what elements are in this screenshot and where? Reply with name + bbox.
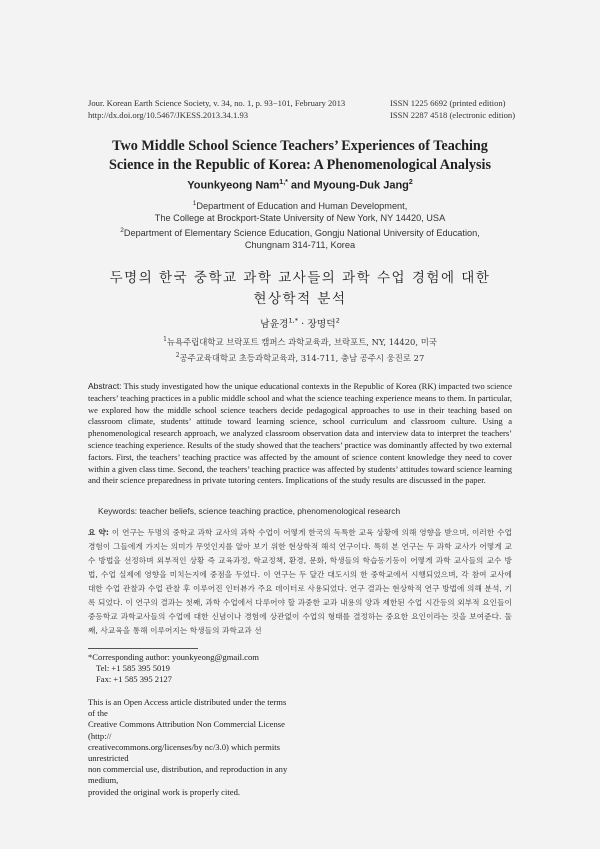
affiliation-marker: 1: [163, 336, 167, 343]
paper-title-line-2: Science in the Republic of Korea: A Phenomenological Analysis: [108, 157, 491, 173]
corresponding-author-fax: Fax: +1 585 395 2127: [96, 674, 172, 684]
korean-title-line-1: 두명의 한국 중학교 과학 교사들의 과학 수업 경험에 대한: [109, 270, 491, 286]
keywords-label: Keywords:: [98, 506, 138, 516]
license-line: non commercial use, distribution, and reproduction in any medium,: [88, 764, 288, 786]
author-1-marker: 1,*: [279, 179, 288, 186]
affiliation-text: 뉴욕주립대학교 브락포트 캠퍼스 과학교육과, 브락포트, NY, 14420, 미국: [166, 336, 437, 347]
abstract-label: Abstract:: [88, 381, 122, 391]
korean-affiliation-list: [40, 333, 560, 365]
korean-author-list: [40, 316, 560, 330]
author-list: [40, 179, 560, 192]
affiliation-text: Department of Elementary Science Education, Gongju National University of Education,: [123, 227, 480, 238]
keywords-text: teacher beliefs, science teaching practice, phenomenological research: [139, 506, 401, 516]
affiliation-marker: 2: [120, 226, 124, 234]
author-2: Myoung-Duk Jang: [313, 179, 409, 192]
affiliation-marker: 2: [175, 351, 180, 359]
affiliation-text: 공주교육대학교 초등과학교육과, 314-711, 충남 공주시 웅진로 27: [179, 352, 425, 363]
affiliation-marker: 1: [192, 200, 197, 207]
paper-title: [40, 137, 560, 175]
paper-title-line-1: Two Middle School Science Teachers’ Experiences of Teaching: [112, 138, 488, 154]
journal-header-right: [390, 97, 515, 121]
affiliation-line: [40, 225, 560, 239]
license-line: Creative Commons Attribution Non Commercial License (http://: [88, 719, 285, 741]
license-line: This is an Open Access article distributed under the terms of the: [88, 697, 287, 719]
author-1: Younkyeong Nam: [187, 179, 280, 192]
author-conjunction: and: [290, 179, 311, 192]
author-2-marker: 2: [408, 179, 413, 186]
open-access-license: [88, 697, 288, 798]
korean-author-1-marker: 1,*: [288, 316, 298, 325]
affiliation-text: The College at Brockport-State University of New York, NY 14420, USA: [154, 213, 446, 224]
corresponding-author-email: *Corresponding author: younkyeong@gmail.com: [88, 652, 259, 662]
journal-header-left: [88, 97, 345, 121]
keywords: [98, 506, 518, 516]
corresponding-author-tel: Tel: +1 585 395 5019: [96, 663, 170, 673]
corresponding-author-footnote: [88, 652, 259, 685]
footnote-divider: [88, 648, 198, 649]
abstract-text: This study investigated how the unique educational contexts in the Republic of Korea (RK) impacted two science teachers’ teaching practices in a public middle school and what the science teaching experience means to them. In particular, we explored how the middle school science teachers decide pedagogical approaches to use in their teaching based on classroom climate, students’ attitude toward learning science, school curriculum and classroom culture. Using a phenomenological research approach, we analyzed classroom observation data and interview data to interpret the teachers’ science teaching experience. Results of the study showed that the teachers’ practice was dominantly affected by two external factors. First, the teachers’ teaching practice was affected by the amount of science content knowledge they need to cover within a given class time. Second, the teachers’ teaching practice was affected by students’ attitudes toward science learning and their science preparedness in private tutoring centers. Implications of the study results are discussed in the paper.: [88, 381, 512, 486]
korean-abstract-label: 요 약:: [88, 528, 110, 537]
korean-abstract: [88, 526, 512, 638]
license-line: provided the original work is properly cited.: [88, 786, 241, 797]
affiliation-line: [40, 198, 560, 212]
korean-title-line-2: 현상학적 분석: [253, 291, 347, 307]
korean-abstract-text: 이 연구는 두명의 중학교 과학 교사의 과학 수업이 어떻게 한국의 독특한 교육 상황에 의해 영향을 받으며, 이러한 수업 경험이 그들에게 가지는 의미가 무엇인지를 알아 보기 위한 현상학적 해석 연구이다. 특히 본 연구는 두 과학 교사가 어떻게 교수 방법을 선정하며 외부적인 상황 즉 교육과정, 학교정책, 환경, 문화, 학생들의 학습동기등이 어떻게 과학 교사들의 교수 방법, 수업 실제에 영향을 미치는지에 중점을 두었다. 이 연구는 두 달간 대도시의 한 중학교에서 시행되었으며, 각 참여 교사에 대한 수업 관찰과 수업 관찰 후 이루어진 인터뷰가 주요 데이터로 사용되었다. 연구 결과는 현상학적 연구 방법에 의해 분석, 기록 되었다. 이 연구의 결과는 첫째, 과학 수업에서 다루어야 할 과중한 교과 내용의 양과 제한된 수업 시간등의 외부적 요인들이 중등학교 과학교사들의 수업에 대한 신념이나 경험에 상관없이 수업의 형태를 결정하는 중요한 요인이라는 것을 보여준다. 둘째, 사교육을 통해 이루어지는 학생들의 과학교과 선: [88, 528, 513, 635]
korean-affiliation-line: [40, 333, 560, 349]
affiliation-line: [40, 212, 560, 224]
korean-author-1: 남윤경: [260, 319, 289, 330]
korean-title: [40, 268, 560, 310]
korean-affiliation-line: [40, 349, 560, 365]
license-line: creativecommons.org/licenses/by nc/3.0) which permits unrestricted: [88, 741, 280, 764]
journal-citation: Jour. Korean Earth Science Society, v. 34, no. 1, p. 93−101, February 2013: [88, 98, 346, 108]
issn-print: ISSN 1225 6692 (printed edition): [390, 98, 506, 108]
doi-link[interactable]: http://dx.doi.org/10.5467/JKESS.2013.34.1.93: [88, 110, 249, 120]
affiliation-line: [40, 239, 560, 251]
affiliation-text: Department of Education and Human Development,: [196, 201, 408, 212]
english-abstract: [88, 381, 512, 487]
affiliation-list: [40, 198, 560, 252]
affiliation-text: Chungnam 314-711, Korea: [244, 240, 356, 251]
issn-electronic: ISSN 2287 4518 (electronic edition): [390, 110, 516, 120]
korean-author-separator: ·: [297, 319, 308, 330]
korean-author-2: 장명덕: [307, 319, 336, 330]
korean-author-2-marker: 2: [335, 316, 340, 325]
